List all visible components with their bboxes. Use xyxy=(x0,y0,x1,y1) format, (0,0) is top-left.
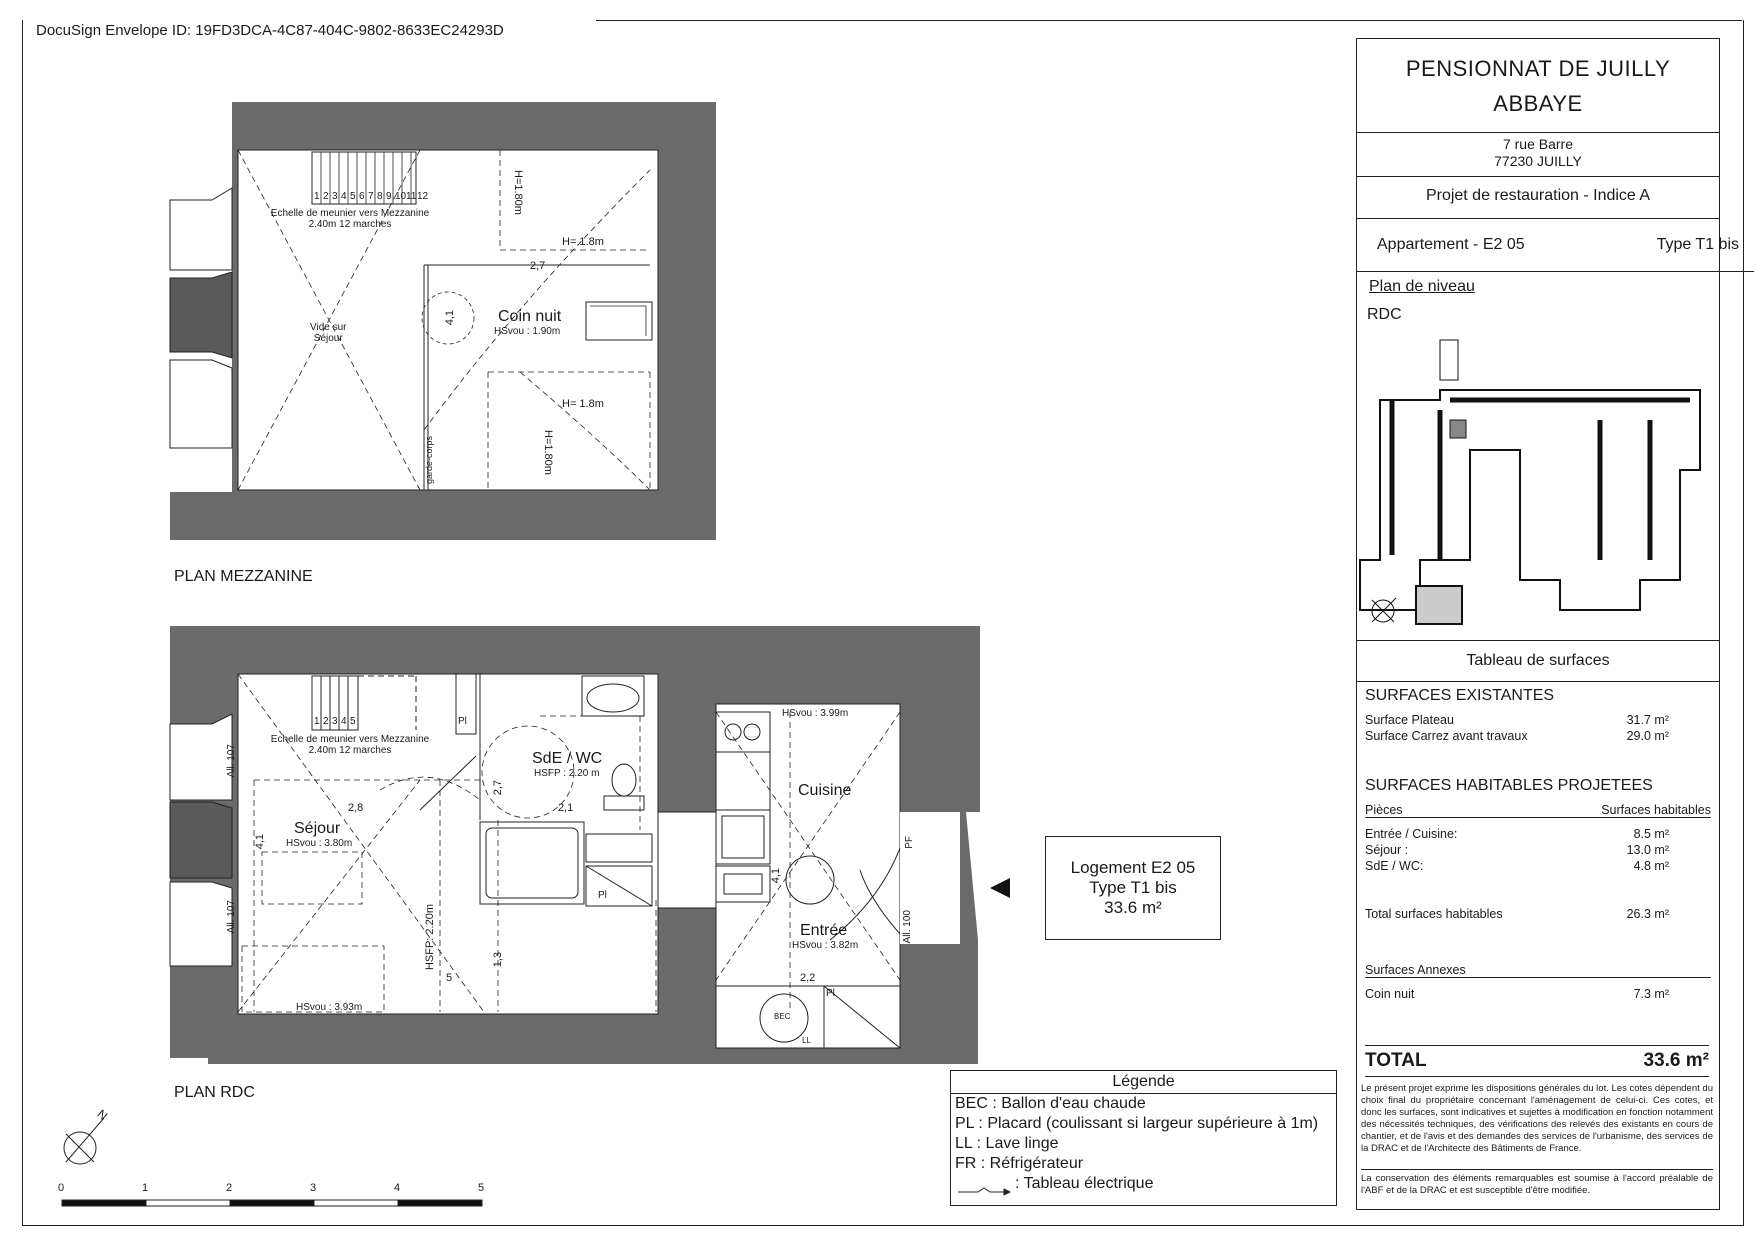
row-label: Séjour : xyxy=(1365,843,1409,857)
stair-number: 3 xyxy=(332,191,338,202)
allege-100: All. 100 xyxy=(902,910,913,944)
existing-row xyxy=(1365,713,1669,727)
vide-line1: Vide sur xyxy=(310,322,347,333)
mezz-dim-27: 2,7 xyxy=(530,260,546,272)
row-label: Coin nuit xyxy=(1365,987,1415,1001)
room-row xyxy=(1365,859,1669,873)
garde-corps-label: garde-corps xyxy=(424,436,434,485)
plan-mezzanine-label: PLAN MEZZANINE xyxy=(174,568,313,585)
total-habitable-row xyxy=(1365,907,1669,921)
project-phase: Projet de restauration - Indice A xyxy=(1357,174,1719,219)
col-surfaces: Surfaces habitables xyxy=(1601,803,1711,817)
stair-text-line2: 2.40m 12 marches xyxy=(308,219,392,230)
legend-item-pl: PL : Placard (coulissant si largeur supérieure à 1m) xyxy=(955,1115,1319,1132)
scale-tick: 4 xyxy=(394,1182,401,1194)
logement-box xyxy=(1045,836,1221,940)
row-value: 8.5 m² xyxy=(1633,827,1669,841)
apartment-row xyxy=(1357,219,1754,272)
stair-number: 1 xyxy=(314,191,320,202)
row-label: SdE / WC: xyxy=(1365,859,1424,873)
north-arrow-plan xyxy=(64,1118,104,1164)
mezzanine-stair-numbers xyxy=(314,191,428,202)
vide-sur-sejour xyxy=(310,322,347,344)
row-value: 4.8 m² xyxy=(1633,859,1669,873)
plan-rdc-label: PLAN RDC xyxy=(174,1084,255,1101)
stair-number: 5 xyxy=(350,716,356,727)
legend-item-fr: FR : Réfrigérateur xyxy=(955,1155,1084,1172)
room-row xyxy=(1365,827,1669,841)
annex-row xyxy=(1365,987,1669,1001)
sde-wc-label: SdE / WC xyxy=(532,750,603,767)
stair-text-line2: 2.40m 12 marches xyxy=(308,745,392,756)
docusign-envelope-id: DocuSign Envelope ID: 19FD3DCA-4C87-404C-9802-8633EC24293D xyxy=(36,22,504,39)
legend-title: Légende xyxy=(951,1071,1336,1094)
stair-number: 2 xyxy=(323,716,329,727)
rdc-dim-13: 1,3 xyxy=(492,952,504,968)
title-block xyxy=(1356,38,1739,1210)
stair-number: 12 xyxy=(417,191,429,202)
rdc-dim-27: 2,7 xyxy=(492,780,504,796)
row-label: Surface Carrez avant travaux xyxy=(1365,729,1528,743)
vide-line2: Séjour xyxy=(313,333,343,344)
sejour-label: Séjour xyxy=(294,820,341,837)
row-label: Entrée / Cuisine: xyxy=(1365,827,1458,841)
col-pieces: Pièces xyxy=(1365,803,1403,817)
legend-item-ll: LL : Lave linge xyxy=(955,1135,1059,1152)
conservation-note: La conservation des éléments remarquables est soumise à l'accord préalable de l'ABF et de la DRAC et est susceptible d'être modifiée. xyxy=(1361,1169,1713,1197)
annex-header xyxy=(1365,963,1711,978)
room-row xyxy=(1365,843,1669,857)
pf-label: PF xyxy=(904,836,915,849)
row-value: 31.7 m² xyxy=(1626,713,1669,727)
logement-line1: Logement E2 05 xyxy=(1070,858,1196,877)
rdc-stair-numbers xyxy=(314,716,359,727)
total-label: TOTAL xyxy=(1365,1050,1427,1071)
stair-number: 4 xyxy=(341,716,347,727)
bec-label: BEC xyxy=(774,1012,791,1021)
stair-number: 2 xyxy=(323,191,329,202)
coin-nuit-height: HSvou : 1.90m xyxy=(494,326,561,337)
scale-tick: 1 xyxy=(142,1182,149,1194)
north-label: N xyxy=(94,1106,111,1124)
existing-title: SURFACES EXISTANTES xyxy=(1365,687,1555,704)
sde-placard-label: Pl xyxy=(598,890,607,901)
mezzanine-plan xyxy=(170,102,716,540)
row-value: 13.0 m² xyxy=(1626,843,1669,857)
mezz-h180-bottom: H=1.80m xyxy=(542,430,554,475)
cuisine-height: HSvou : 3.99m xyxy=(782,708,849,719)
entree-height: HSvou : 3.82m xyxy=(792,940,859,951)
address xyxy=(1357,133,1719,177)
stair-number: 1 xyxy=(314,716,320,727)
existing-row xyxy=(1365,729,1669,743)
allege-top: All. 107 xyxy=(226,744,237,778)
sejour-height: HSvou : 3.80m xyxy=(286,838,353,849)
row-value: 7.3 m² xyxy=(1633,987,1669,1001)
legend-item-tableau: : Tableau électrique xyxy=(1015,1175,1154,1192)
annex-title: Surfaces Annexes xyxy=(1365,963,1466,977)
title-line2: ABBAYE xyxy=(1493,91,1583,116)
cuisine-label: Cuisine xyxy=(798,782,852,799)
stair-number: 6 xyxy=(359,191,365,202)
stair-number: 7 xyxy=(368,191,374,202)
project-title xyxy=(1357,39,1719,121)
apartment-id: Appartement - E2 05 xyxy=(1377,236,1525,253)
scale-tick: 0 xyxy=(58,1182,65,1194)
stair-number: 5 xyxy=(350,191,356,202)
projected-header xyxy=(1365,803,1711,818)
disclaimer-note: Le présent projet exprime les dispositions générales du lot. Les cotes dépendent du choix final du propriétaire concernant l'aménagement de celui-ci. Ces cotes, et donc les surfaces, sont indicatives et sujettes à modification en fonction notamment des nécessités techniques, des vérifications des relevés des existants en cours de chantier, et de l'avis et des demandes des services de l'urbanisme, des services de la DRAC et de l'Architecte des Bâtiments de France. xyxy=(1361,1083,1713,1154)
title-line1: PENSIONNAT DE JUILLY xyxy=(1405,56,1671,81)
rdc-dim-41b: 4,1 xyxy=(770,868,782,884)
stair-number: 4 xyxy=(341,191,347,202)
ll-label: LL xyxy=(802,1036,811,1045)
address-line2: 77230 JUILLY xyxy=(1494,153,1582,169)
scale-bar xyxy=(62,1200,482,1206)
rdc-dim-28: 2,8 xyxy=(348,802,364,814)
row-label: Surface Plateau xyxy=(1365,713,1454,727)
legend-item-bec: BEC : Ballon d'eau chaude xyxy=(955,1095,1146,1112)
stair-number: 9 xyxy=(386,191,392,202)
level-name: RDC xyxy=(1367,306,1402,323)
row-value: 29.0 m² xyxy=(1626,729,1669,743)
stair-number: 10 xyxy=(395,191,407,202)
scale-tick: 5 xyxy=(478,1182,485,1194)
surfaces-table-title: Tableau de surfaces xyxy=(1357,641,1719,682)
logement-line2: Type T1 bis xyxy=(1089,878,1177,897)
total-row xyxy=(1365,1045,1709,1077)
entree-label: Entrée xyxy=(800,922,848,939)
scale-tick: 2 xyxy=(226,1182,233,1194)
mezz-h18-top: H= 1.8m xyxy=(562,236,604,248)
level-title: Plan de niveau xyxy=(1369,278,1475,295)
row-value: 26.3 m² xyxy=(1626,907,1669,921)
stair-number: 11 xyxy=(406,191,417,202)
legend-box xyxy=(950,1070,1337,1206)
stair-text-line1: Echelle de meunier vers Mezzanine xyxy=(270,208,430,219)
apartment-type: Type T1 bis xyxy=(1656,236,1739,253)
sejour-hs-393: HSvou : 3.93m xyxy=(296,1002,363,1013)
rdc-dim-41: 4,1 xyxy=(254,834,266,850)
level-section xyxy=(1357,272,1719,641)
rdc-stair-text xyxy=(270,734,430,756)
logement-line3: 33.6 m² xyxy=(1104,898,1162,917)
mezz-dim-41: 4,1 xyxy=(444,310,456,326)
projected-title: SURFACES HABITABLES PROJETEES xyxy=(1365,777,1653,794)
title-block-header xyxy=(1357,39,1719,133)
row-label: Total surfaces habitables xyxy=(1365,907,1503,921)
rdc-placard-label: Pl xyxy=(458,716,467,727)
mezz-h18-bottom: H= 1.8m xyxy=(562,398,604,410)
coin-nuit-label: Coin nuit xyxy=(498,308,562,325)
rdc-dim-5: 5 xyxy=(446,972,453,984)
allege-bottom: All. 107 xyxy=(226,900,237,934)
rdc-dim-21: 2,1 xyxy=(558,802,574,814)
total-value: 33.6 m² xyxy=(1643,1050,1709,1071)
mezz-h180-vertical: H=1.80m xyxy=(512,170,524,215)
stair-number: 3 xyxy=(332,716,338,727)
hsfp-vertical: HSFP: 2.20m xyxy=(424,904,436,971)
scale-tick: 3 xyxy=(310,1182,317,1194)
stair-text-line1: Echelle de meunier vers Mezzanine xyxy=(270,734,430,745)
sde-height: HSFP : 2.20 m xyxy=(534,768,600,779)
mezzanine-stair-text xyxy=(270,208,430,230)
address-line1: 7 rue Barre xyxy=(1502,136,1574,152)
stair-number: 8 xyxy=(377,191,383,202)
rdc-dim-22: 2,2 xyxy=(800,972,816,984)
entree-placard-label: Pl xyxy=(826,988,835,999)
